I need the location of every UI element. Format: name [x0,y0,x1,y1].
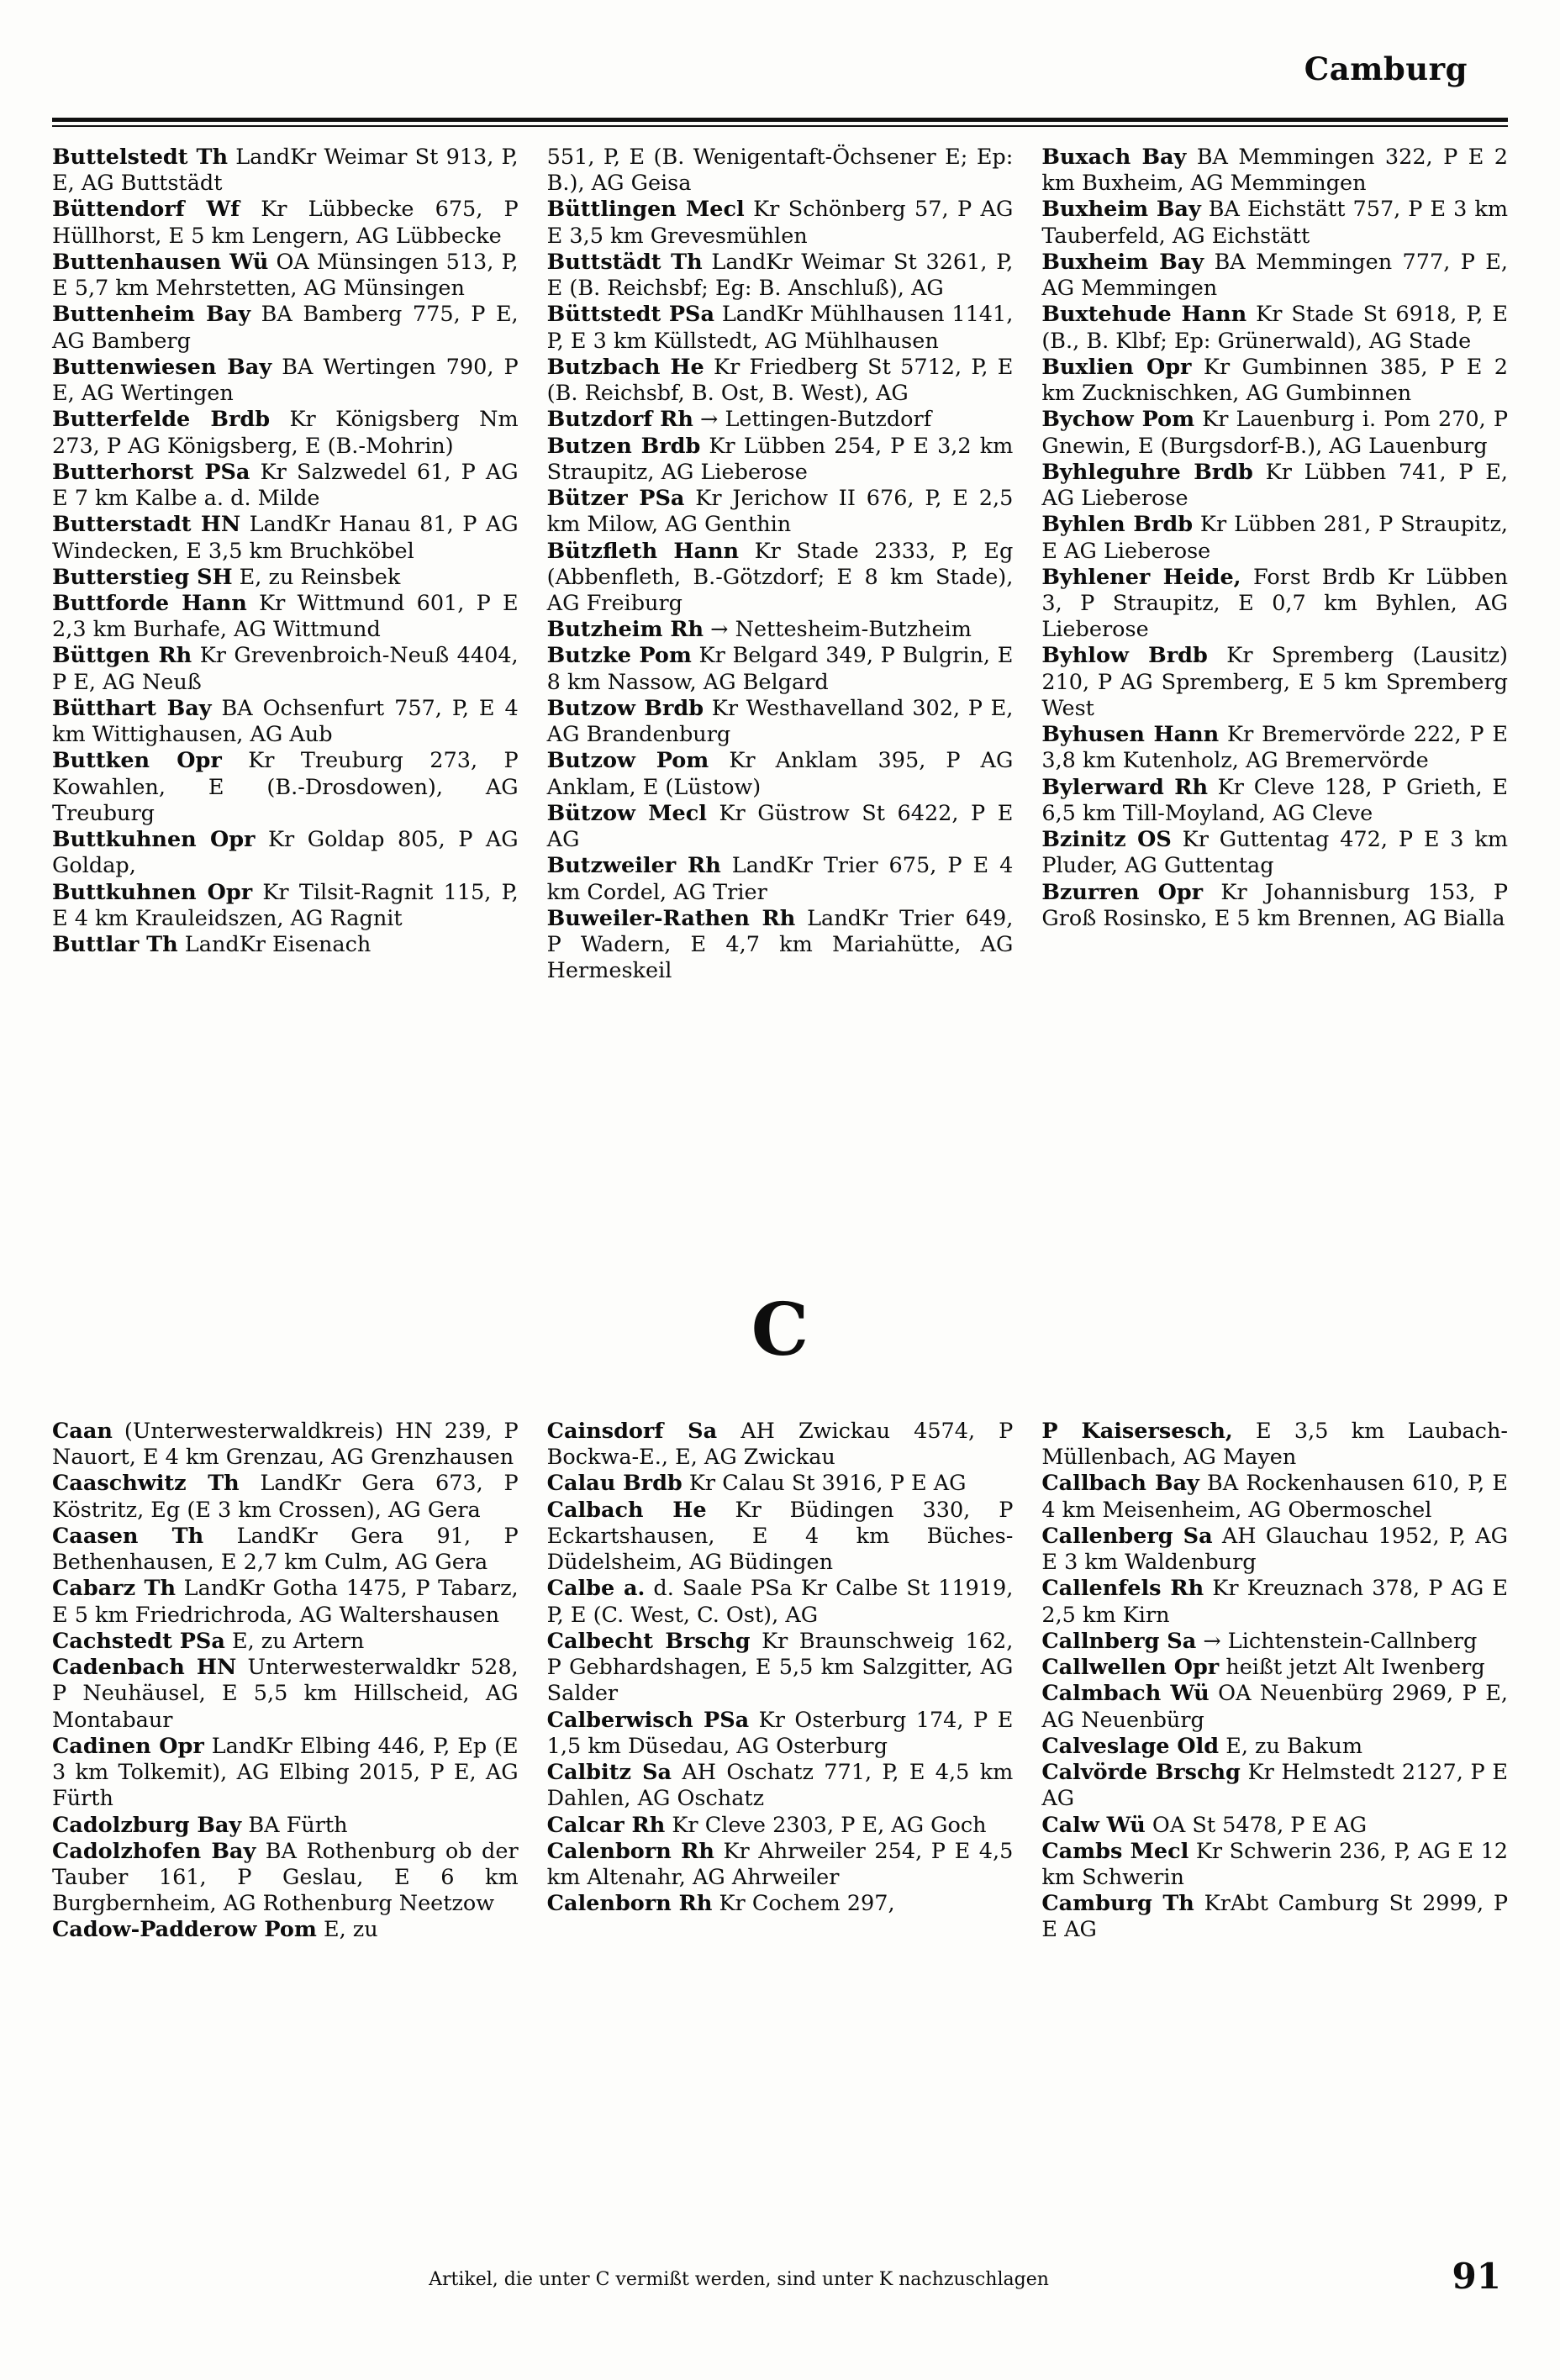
entry: Buweiler-Rathen Rh LandKr Trier 649, P Wadern, E 4,7 km Mariahütte, AG Hermeskeil [546,905,1014,984]
entry: Cadolzburg Bay BA Fürth [52,1812,348,1838]
entry: Butterfelde Brdb Kr Königsberg Nm 273, P AG Königsberg, E (B.-Mohrin) [52,407,519,459]
entry: Butzen Brdb Kr Lübben 254, P E 3,2 km Straupitz, AG Lieberose [546,433,1014,485]
entry: Calenborn Rh Kr Cochem 297, [546,1891,895,1917]
entry: Butterhorst PSa Kr Salzwedel 61, P AG E 7 km Kalbe a. d. Milde [52,459,519,512]
letter-heading: C [751,1287,809,1372]
entry: Camburg Th KrAbt Camburg St 2999, P E AG [1041,1891,1509,1943]
entry: Buxach Bay BA Memmingen 322, P E 2 km Buxheim, AG Memmingen [1041,145,1509,197]
entry: Calbe a. d. Saale PSa Kr Calbe St 11919, P, E (C. West, C. Ost), AG [546,1576,1014,1628]
entry: Callenberg Sa AH Glauchau 1952, P, AG E 3 km Waldenburg [1041,1523,1509,1576]
entry: Cadinen Opr LandKr Elbing 446, P, Ep (E 3 km Tolkemit), AG Elbing 2015, P E, AG Fürth [52,1733,519,1812]
entry: Butterstadt HN LandKr Hanau 81, P AG Windecken, E 3,5 km Bruchköbel [52,512,519,564]
entry: Callbach Bay BA Rockenhausen 610, P, E 4 km Meisenheim, AG Obermoschel [1041,1471,1509,1523]
entry: Calvörde Brschg Kr Helmstedt 2127, P E AG [1041,1760,1509,1812]
entry: Cabarz Th LandKr Gotha 1475, P Tabarz, E 5 km Friedrichroda, AG Waltershausen [52,1576,519,1628]
entry: Calw Wü OA St 5478, P E AG [1041,1812,1368,1838]
entry: 551, P, E (B. Wenigentaft-Öchsener E; Ep: B.), AG Geisa [546,145,1014,197]
entry: Calenborn Rh Kr Ahrweiler 254, P E 4,5 km Altenahr, AG Ahrweiler [546,1838,1014,1890]
entry: Buttkuhnen Opr Kr Tilsit-Ragnit 115, P, E 4 km Krauleidszen, AG Ragnit [52,879,519,931]
entry: Butterstieg SH E, zu Reinsbek [52,564,401,590]
entry: Buttenwiesen Bay BA Wertingen 790, P E, AG Wertingen [52,354,519,407]
entry: Buxtehude Hann Kr Stade St 6918, P, E (B., B. Klbf; Ep: Grünerwald), AG Stade [1041,302,1509,354]
running-head: Camburg [1304,50,1468,87]
entry: Byhleguhre Brdb Kr Lübben 741, P E, AG Lieberose [1041,459,1509,512]
column-b-1 [52,145,519,985]
entry: Büttendorf Wf Kr Lübbecke 675, P Hüllhorst, E 5 km Lengern, AG Lübbecke [52,197,519,249]
entry: Caasen Th LandKr Gera 91, P Bethenhausen, E 2,7 km Culm, AG Gera [52,1523,519,1576]
header-rule [52,118,1508,122]
entry: Buttelstedt Th LandKr Weimar St 913, P, E, AG Buttstädt [52,145,519,197]
entry: Caaschwitz Th LandKr Gera 673, P Köstritz, Eg (E 3 km Crossen), AG Gera [52,1471,519,1523]
entry: Bychow Pom Kr Lauenburg i. Pom 270, P Gnewin, E (Burgsdorf-B.), AG Lauenburg [1041,407,1509,459]
entry: Cadenbach HN Unterwesterwaldkr 528, P Neuhäusel, E 5,5 km Hillscheid, AG Montabaur [52,1655,519,1733]
entry: Butzdorf Rh → Lettingen-Butzdorf [546,407,932,433]
column-c-2 [547,1419,1014,1944]
entry: Calau Brdb Kr Calau St 3916, P E AG [546,1471,967,1497]
entry: Calveslage Old E, zu Bakum [1041,1733,1363,1759]
entry: Buttlar Th LandKr Eisenach [52,932,372,958]
entry: Buttkuhnen Opr Kr Goldap 805, P AG Goldap, [52,827,519,879]
entry: Buxlien Opr Kr Gumbinnen 385, P E 2 km Zucknischken, AG Gumbinnen [1041,354,1509,407]
header-rule-thin [52,125,1508,127]
entry: Bzinitz OS Kr Guttentag 472, P E 3 km Pluder, AG Guttentag [1041,827,1509,879]
entry: Caan (Unterwesterwaldkreis) HN 239, P Nauort, E 4 km Grenzau, AG Grenzhausen [52,1419,519,1471]
entry: Buttenhausen Wü OA Münsingen 513, P, E 5,7 km Mehrstetten, AG Münsingen [52,249,519,302]
entry: Bützer PSa Kr Jerichow II 676, P, E 2,5 km Milow, AG Genthin [546,486,1014,538]
entry: Byhusen Hann Kr Bremervörde 222, P E 3,8 km Kutenholz, AG Bremervörde [1041,722,1508,774]
entry: Cadolzhofen Bay BA Rothenburg ob der Tauber 161, P Geslau, E 6 km Burgbernheim, AG Rothenburg Neetzow [52,1838,519,1917]
footnote: Artikel, die unter C vermißt werden, sind unter K nachzuschlagen [429,2269,1049,2290]
entry: Cadow-Padderow Pom E, zu [52,1917,378,1943]
entry: Calbitz Sa AH Oschatz 771, P, E 4,5 km Dahlen, AG Oschatz [546,1760,1014,1812]
entry: Buxheim Bay BA Eichstätt 757, P E 3 km Tauberfeld, AG Eichstätt [1041,197,1509,249]
entry: Butzow Pom Kr Anklam 395, P AG Anklam, E (Lüstow) [546,748,1014,800]
column-b-3 [1041,145,1508,985]
entry: Callnberg Sa → Lichtenstein-Callnberg [1041,1628,1478,1654]
entry: Bzurren Opr Kr Johannisburg 153, P Groß Rosinsko, E 5 km Brennen, AG Bialla [1041,879,1509,931]
column-block-c [52,1419,1508,1944]
entry: Bützow Mecl Kr Güstrow St 6422, P E AG [546,800,1014,853]
entry: Buttenheim Bay BA Bamberg 775, P E, AG Bamberg [52,302,519,354]
entry: Calcar Rh Kr Cleve 2303, P E, AG Goch [546,1812,987,1838]
entry: Butzke Pom Kr Belgard 349, P Bulgrin, E 8 km Nassow, AG Belgard [546,643,1014,695]
entry: Buxheim Bay BA Memmingen 777, P E, AG Memmingen [1041,249,1509,302]
entry: Byhlen Brdb Kr Lübben 281, P Straupitz, E AG Lieberose [1041,512,1509,564]
entry: Büttlingen Mecl Kr Schönberg 57, P AG E 3,5 km Grevesmühlen [546,197,1014,249]
entry: Butzbach He Kr Friedberg St 5712, P, E (B. Reichsbf, B. Ost, B. West), AG [546,354,1014,407]
entry: Bütthart Bay BA Ochsenfurt 757, P, E 4 km Wittighausen, AG Aub [52,695,519,748]
entry: P Kaisersesch, E 3,5 km Laubach-Müllenbach, AG Mayen [1041,1419,1509,1471]
entry: Calmbach Wü OA Neuenbürg 2969, P E, AG Neuenbürg [1041,1681,1508,1733]
entry: Buttken Opr Kr Treuburg 273, P Kowahlen, E (B.-Drosdowen), AG Treuburg [52,748,519,826]
entry: Büttgen Rh Kr Grevenbroich-Neuß 4404, P E, AG Neuß [52,643,519,695]
entry: Bützfleth Hann Kr Stade 2333, P, Eg (Abbenfleth, B.-Götzdorf; E 8 km Stade), AG Freiburg [546,538,1014,616]
column-c-1 [52,1419,519,1944]
entry: Cachstedt PSa E, zu Artern [52,1628,365,1654]
entry: Calbecht Brschg Kr Braunschweig 162, P Gebhardshagen, E 5,5 km Salzgitter, AG Salder [546,1628,1014,1707]
entry: Callwellen Opr heißt jetzt Alt Iwenberg [1041,1655,1485,1681]
entry: Calbach He Kr Büdingen 330, P Eckartshausen, E 4 km Büches-Düdelsheim, AG Büdingen [546,1497,1014,1576]
entry: Buttforde Hann Kr Wittmund 601, P E 2,3 km Burhafe, AG Wittmund [52,590,519,643]
entry: Byhlow Brdb Kr Spremberg (Lausitz) 210, P AG Spremberg, E 5 km Spremberg West [1041,643,1509,721]
entry: Butzheim Rh → Nettesheim-Butzheim [546,617,972,643]
entry: Buttstädt Th LandKr Weimar St 3261, P, E (B. Reichsbf; Eg: B. Anschluß), AG [546,249,1014,302]
column-c-3 [1041,1419,1508,1944]
entry: Byhlener Heide, Forst Brdb Kr Lübben 3, P Straupitz, E 0,7 km Byhlen, AG Lieberose [1041,564,1509,643]
column-b-2 [547,145,1014,985]
entry: Callenfels Rh Kr Kreuznach 378, P AG E 2,5 km Kirn [1041,1576,1509,1628]
entry: Butzweiler Rh LandKr Trier 675, P E 4 km Cordel, AG Trier [546,853,1014,905]
page-number: 91 [1452,2256,1501,2297]
entry: Cambs Mecl Kr Schwerin 236, P, AG E 12 km Schwerin [1041,1838,1509,1890]
entry: Bylerward Rh Kr Cleve 128, P Grieth, E 6,5 km Till-Moyland, AG Cleve [1041,774,1509,826]
entry: Calberwisch PSa Kr Osterburg 174, P E 1,5 km Düsedau, AG Osterburg [546,1707,1014,1759]
entry: Butzow Brdb Kr Westhavelland 302, P E, AG Brandenburg [546,695,1014,748]
column-block-b [52,145,1508,985]
entry: Cainsdorf Sa AH Zwickau 4574, P Bockwa-E., E, AG Zwickau [546,1419,1014,1471]
entry: Büttstedt PSa LandKr Mühlhausen 1141, P, E 3 km Küllstedt, AG Mühlhausen [546,302,1014,354]
